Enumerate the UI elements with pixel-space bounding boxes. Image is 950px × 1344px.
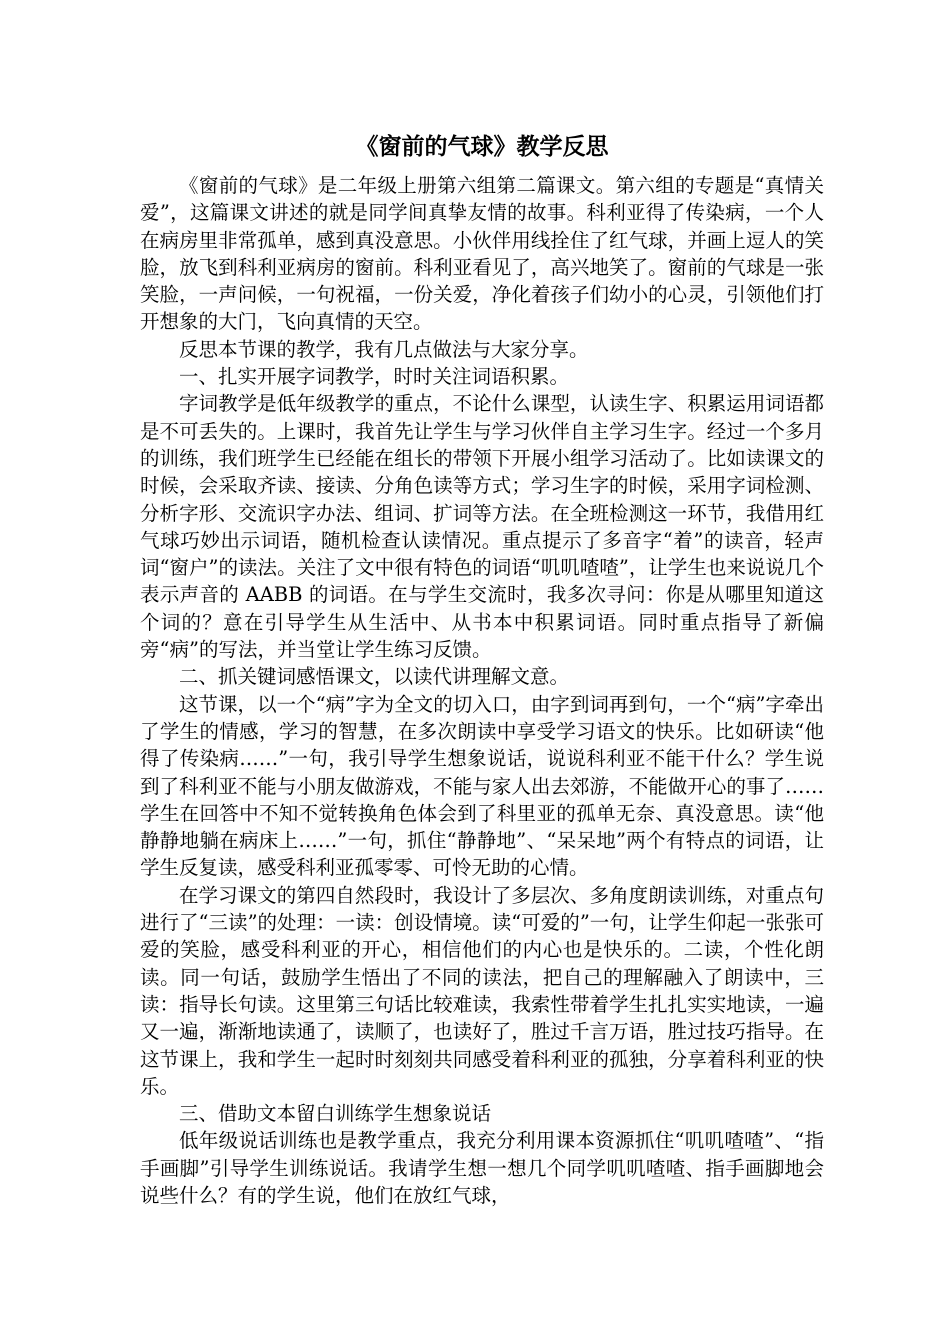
document-title: 《窗前的气球》教学反思 — [355, 133, 609, 160]
paragraph-vocabulary: 字词教学是低年级教学的重点，不论什么课型，认读生字、积累运用词语都是不可丢失的。上课时，我首先让学生与学习伙伴自主学习生字。经过一个多月的训练，我们班学生已经能在组长的带领下开展小组学习活动了。比如读课文的时候，会采取齐读、接读、分角色读等方式；学习生字的时候，采用字词检测、分析字形、交流识字办法、组词、扩词等方法。在全班检测这一环节，我借用红气球巧妙出示词语，随机检查认读情况。重点提示了多音字“着”的读音，轻声词“窗户”的读法。关注了文中很有特色的词语“叽叽喳喳”，让学生也来说说几个表示声音的 AABB 的词语。在与学生交流时，我多次寻问：你是从哪里知道这个词的？意在引导学生从生活中、从书本中积累词语。同时重点指导了新偏旁“病”的写法，并当堂让学生练习反馈。 — [140, 392, 824, 662]
paragraph-reading-training: 在学习课文的第四自然段时，我设计了多层次、多角度朗读训练，对重点句进行了“三读”的处理：一读：创设情境。读“可爱的”一句，让学生仰起一张张可爱的笑脸，感受科利亚的开心，相信他们的内心也是快乐的。二读，个性化朗读。同一句话，鼓励学生悟出了不同的读法，把自己的理解融入了朗读中，三读：指导长句读。这里第三句话比较难读，我索性带着学生扎扎实实地读，一遍又一遍，渐渐地读通了，读顺了，也读好了，胜过千言万语，胜过技巧指导。在这节课上，我和学生一起时时刻刻共同感受着科利亚的孤独，分享着科利亚的快乐。 — [140, 883, 824, 1098]
document-page — [140, 130, 824, 1209]
section-heading-2: 二、抓关键词感悟课文，以读代讲理解文意。 — [179, 665, 570, 689]
paragraph-reflection-lead: 反思本节课的教学，我有几点做法与大家分享。 — [179, 337, 589, 361]
paragraph-speaking: 低年级说话训练也是教学重点，我充分利用课本资源抓住“叽叽喳喳”、“指手画脚”引导学生训练说话。我请学生想一想几个同学叽叽喳喳、指手画脚地会说些什么？有的学生说，他们在放红气球， — [140, 1129, 824, 1207]
section-heading-3: 三、借助文本留白训练学生想象说话 — [179, 1102, 492, 1126]
paragraph-keyword: 这节课，以一个“病”字为全文的切入口，由字到词再到句，一个“病”字牵出了学生的情感，学习的智慧，在多次朗读中享受学习语文的快乐。比如研读“他得了传染病……”一句，我引导学生想象说话，说说科利亚不能干什么？学生说到了科利亚不能与小朋友做游戏，不能与家人出去郊游，不能做开心的事了……学生在回答中不知不觉转换角色体会到了科里亚的孤单无奈、真没意思。读“他静静地躺在病床上……”一句，抓住“静静地”、“呆呆地”两个有特点的词语，让学生反复读，感受科利亚孤零零、可怜无助的心情。 — [140, 692, 824, 880]
section-heading-1: 一、扎实开展字词教学，时时关注词语积累。 — [179, 365, 570, 389]
paragraph-intro: 《窗前的气球》是二年级上册第六组第二篇课文。第六组的专题是“真情关爱”，这篇课文讲述的就是同学间真挚友情的故事。科利亚得了传染病，一个人在病房里非常孤单，感到真没意思。小伙伴用线拴住了红气球，并画上逗人的笑脸，放飞到科利亚病房的窗前。科利亚看见了，高兴地笑了。窗前的气球是一张笑脸，一声问候，一句祝福，一份关爱，净化着孩子们幼小的心灵，引领他们打开想象的大门，飞向真情的天空。 — [140, 174, 824, 334]
